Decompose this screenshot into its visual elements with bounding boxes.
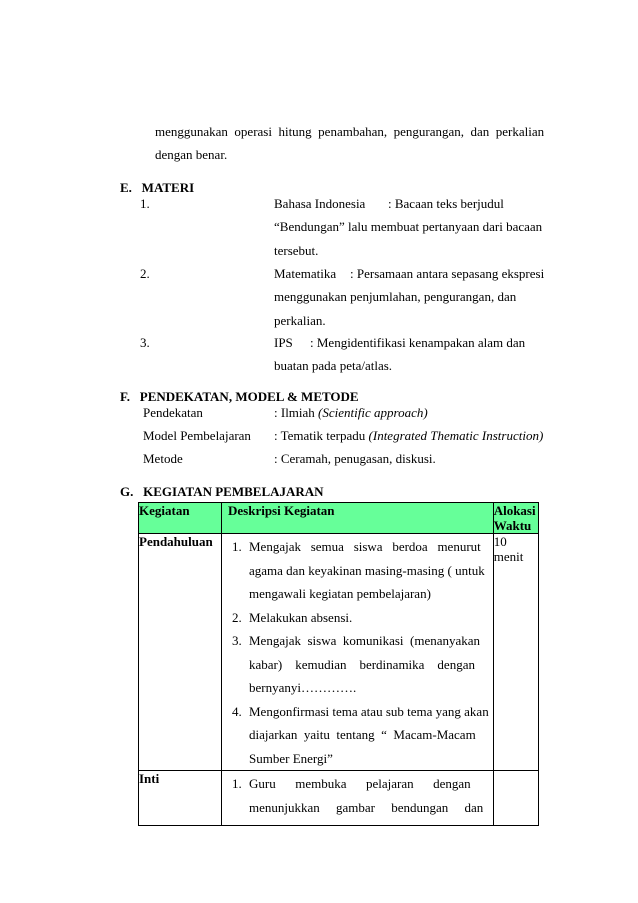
pendekatan-row-1-value: : Ilmiah (Scientific approach) — [274, 405, 428, 420]
materi-item-2-line2: menggunakan penjumlahan, pengurangan, dan — [274, 289, 517, 304]
header-deskripsi: Deskripsi Kegiatan — [222, 503, 494, 534]
materi-item-1-subject: Bahasa Indonesia — [274, 196, 366, 211]
section-kegiatan-heading: G. KEGIATAN PEMBELAJARAN — [120, 484, 324, 499]
pendekatan-row-1-label: Pendekatan — [143, 405, 203, 420]
inti-deskripsi — [222, 771, 494, 826]
pendekatan-row-3-label: Metode — [143, 451, 183, 466]
intro-line-1: menggunakan operasi hitung penambahan, pengurangan, dan perkalian — [155, 124, 545, 139]
alokasi-inti — [493, 771, 538, 826]
kegiatan-table — [138, 502, 539, 826]
materi-item-3-subject: IPS — [274, 335, 293, 350]
materi-item-2-desc: : Persamaan antara sepasang ekspresi — [350, 266, 545, 281]
materi-item-1-line2: “Bendungan” lalu membuat pertanyaan dari bacaan — [274, 219, 543, 234]
kegiatan-table-header — [139, 503, 539, 534]
materi-item-1-num: 1. — [140, 196, 150, 211]
list-item: 2. Melakukan absensi. — [232, 609, 353, 625]
table-row-inti — [139, 771, 539, 826]
list-item: 1. Guru membuka pelajaran dengan menunjukkan gambar bendungan dan — [232, 776, 484, 815]
list-item: 3. Mengajak siswa komunikasi (menanyakan kabar) kemudian berdinamika dengan bernyanyi…………. — [232, 633, 481, 695]
list-item: 1. Mengajak semua siswa berdoa menurut agama dan keyakinan masing-masing ( untuk mengawali kegiatan pembelajaran) — [232, 539, 485, 601]
header-kegiatan: Kegiatan — [139, 503, 222, 534]
pendekatan-row-2-value: : Tematik terpadu (Integrated Thematic Instruction) — [274, 428, 544, 443]
materi-item-2-num: 2. — [140, 266, 150, 281]
materi-item-3-num: 3. — [140, 335, 150, 350]
materi-item-3-desc: : Mengidentifikasi kenampakan alam dan — [310, 335, 526, 350]
table-row-pendahuluan — [139, 534, 539, 771]
section-pendekatan-heading: F. PENDEKATAN, MODEL & METODE — [120, 389, 359, 404]
alokasi-pendahuluan: 10 menit — [493, 534, 538, 771]
header-alokasi: Alokasi Waktu — [493, 503, 538, 534]
materi-item-2-line3: perkalian. — [274, 313, 326, 328]
list-item: 4. Mengonfirmasi tema atau sub tema yang akan diajarkan yaitu tentang “ Macam-Macam Sumber Energi” — [232, 703, 489, 766]
materi-item-3-line2: buatan pada peta/atlas. — [274, 358, 393, 373]
row-label-pendahuluan: Pendahuluan — [139, 534, 222, 771]
materi-item-2-subject: Matematika — [274, 266, 337, 281]
section-materi-heading: E. MATERI — [120, 180, 195, 195]
materi-item-1-line3: tersebut. — [274, 243, 319, 258]
pendahuluan-deskripsi — [222, 534, 494, 771]
row-label-inti: Inti — [139, 771, 222, 826]
materi-item-1-desc: : Bacaan teks berjudul — [388, 196, 504, 211]
intro-line-2: dengan benar. — [155, 147, 228, 162]
pendekatan-row-3-value: : Ceramah, penugasan, diskusi. — [274, 451, 436, 466]
pendekatan-row-2-label: Model Pembelajaran — [143, 428, 251, 443]
